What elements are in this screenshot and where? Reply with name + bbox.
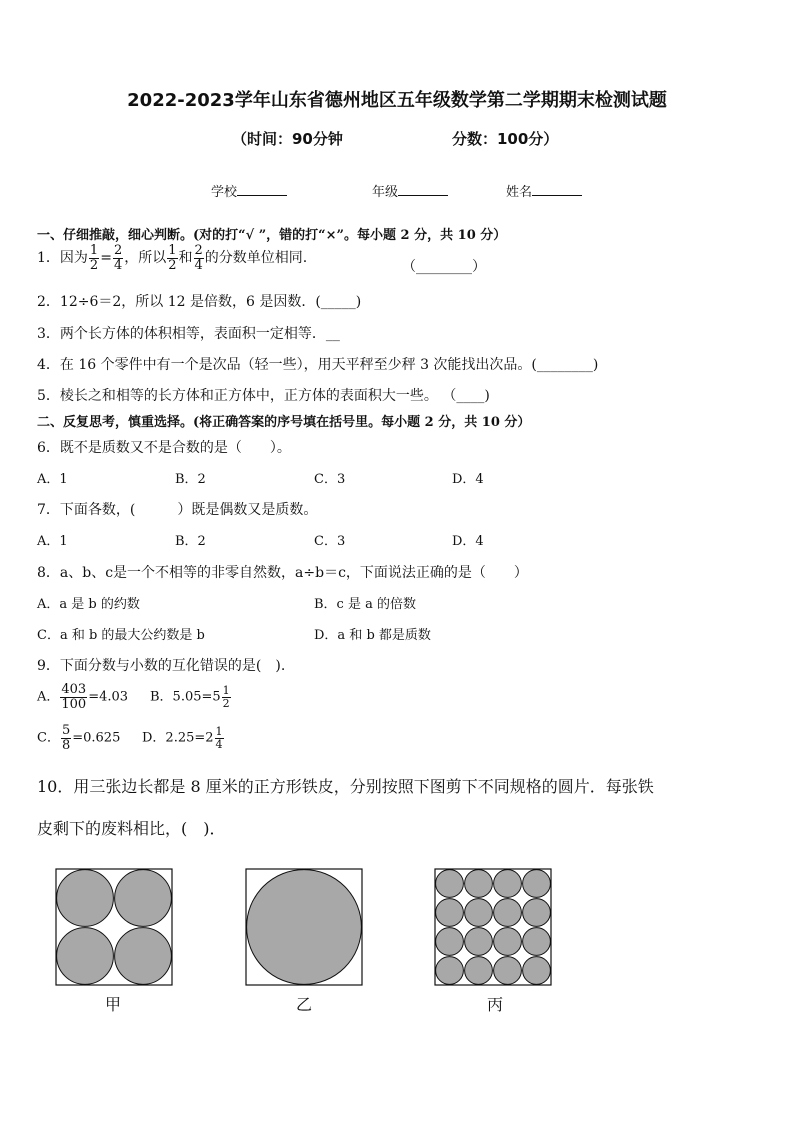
q9-c-rest: =0.625 (72, 730, 121, 746)
circle-disc (523, 870, 551, 898)
circle-disc (247, 870, 362, 985)
q1-text-1: 因为 (59, 250, 88, 267)
q9-d-den: 4 (215, 737, 223, 751)
q1-f4-den: 4 (194, 257, 203, 273)
q1-f1-den: 2 (89, 257, 99, 273)
q9-c-label: C． (37, 730, 60, 746)
circle-disc (57, 928, 114, 985)
circle-disc (523, 928, 551, 956)
q9-d-fraction (215, 726, 224, 750)
q6-option-d[interactable]: D．4 (452, 472, 484, 487)
figure-label-yi: 乙 (296, 995, 313, 1014)
circle-disc (436, 957, 464, 985)
circle-disc (436, 870, 464, 898)
school-label: 学校 (211, 185, 238, 200)
circle-disc (523, 899, 551, 927)
q9-option-c[interactable] (37, 724, 120, 752)
q9-c-den: 8 (61, 737, 71, 753)
question-2: 2．12÷6＝2，所以 12 是倍数，6 是因数．(_____) (37, 294, 362, 310)
q1-f2-den: 4 (113, 257, 123, 273)
circle-disc (465, 870, 493, 898)
circle-disc (465, 928, 493, 956)
q9-a-num: 403 (61, 682, 87, 697)
q8-option-c[interactable]: C．a 和 b 的最大公约数是 b (37, 628, 205, 643)
name-field[interactable] (506, 181, 582, 200)
circle-disc (523, 957, 551, 985)
q9-b-fraction (222, 685, 231, 709)
q7-option-b[interactable]: B．2 (175, 534, 206, 549)
q6-option-a[interactable]: A．1 (37, 472, 68, 487)
question-1 (37, 244, 307, 272)
section2-heading: 二、反复思考，慎重选择。(将正确答案的序号填在括号里。每小题 2 分，共 10 分） (37, 415, 531, 430)
q1-number: 1． (37, 250, 60, 267)
q9-a-label: A． (37, 689, 60, 705)
figure-jia (55, 868, 173, 986)
q9-a-fraction (60, 683, 87, 711)
question-9: 9．下面分数与小数的互化错误的是( ). (37, 658, 286, 674)
figure-bing (434, 868, 552, 986)
q9-c-fraction (61, 724, 71, 752)
circle-disc (494, 899, 522, 927)
q1-f3-num: 1 (168, 243, 177, 258)
q8-option-b[interactable]: B．c 是 a 的倍数 (314, 597, 416, 612)
q9-b-label: B．5.05=5 (150, 689, 221, 705)
q1-f1-num: 1 (89, 243, 99, 258)
question-5: 5．棱长之和相等的长方体和正方体中，正方体的表面积大一些。 （____) (37, 388, 490, 404)
q9-option-d[interactable] (142, 726, 225, 750)
q6-option-b[interactable]: B．2 (175, 472, 206, 487)
q9-option-a[interactable] (37, 683, 128, 711)
question-10-line-2: 皮剩下的废料相比，( )． (37, 819, 226, 838)
q1-text-2: ，所以 (124, 250, 167, 267)
figure-label-bing: 丙 (487, 995, 504, 1014)
circle-disc (494, 928, 522, 956)
q1-f4-num: 2 (194, 243, 203, 258)
grade-blank[interactable] (398, 183, 448, 196)
q9-a-rest: =4.03 (88, 689, 129, 705)
q9-a-den: 100 (61, 696, 87, 712)
q1-answer-blank[interactable]: （________） (402, 259, 486, 275)
q1-fraction-3 (167, 244, 177, 272)
exam-time: （时间：90分钟 (232, 130, 343, 148)
q8-option-a[interactable]: A．a 是 b 的约数 (37, 597, 140, 612)
circle-disc (494, 957, 522, 985)
q1-equals: = (100, 250, 112, 267)
q1-text-4: 的分数单位相同. (204, 250, 308, 267)
q9-b-den: 2 (222, 696, 230, 710)
question-6: 6．既不是质数又不是合数的是（ ）。 (37, 440, 291, 456)
grade-label: 年级 (372, 185, 399, 200)
circle-disc (465, 899, 493, 927)
q1-fraction-4 (194, 244, 204, 272)
page-title: 2022-2023学年山东省德州地区五年级数学第二学期期末检测试题 (127, 90, 667, 111)
section1-heading: 一、仔细推敲，细心判断。(对的打“√ ”，错的打“×”。每小题 2 分，共 10 分） (37, 228, 507, 243)
q1-fraction-1 (89, 244, 99, 272)
q6-option-c[interactable]: C．3 (314, 472, 346, 487)
question-3: 3．两个长方体的体积相等，表面积一定相等．__ (37, 326, 340, 342)
question-7: 7．下面各数，( ）既是偶数又是质数。 (37, 502, 318, 518)
q1-f2-num: 2 (113, 243, 123, 258)
q9-b-num: 1 (222, 684, 230, 697)
q9-d-num: 1 (215, 725, 223, 738)
circle-disc (57, 870, 114, 927)
school-field[interactable] (211, 181, 287, 200)
grade-field[interactable] (372, 181, 448, 200)
q9-d-label: D．2.25=2 (142, 730, 214, 746)
name-blank[interactable] (532, 183, 582, 196)
circle-disc (115, 928, 172, 985)
q8-option-d[interactable]: D．a 和 b 都是质数 (314, 628, 431, 643)
q7-option-d[interactable]: D．4 (452, 534, 484, 549)
circle-disc (115, 870, 172, 927)
exam-score: 分数：100分） (452, 130, 559, 148)
question-10-line-1: 10．用三张边长都是 8 厘米的正方形铁皮，分别按照下图剪下不同规格的圆片．每张铁 (37, 777, 654, 796)
figure-label-jia: 甲 (105, 995, 122, 1014)
school-blank[interactable] (237, 183, 287, 196)
question-4: 4．在 16 个零件中有一个是次品（轻一些），用天平秤至少秤 3 次能找出次品。(________) (37, 357, 599, 373)
circle-disc (465, 957, 493, 985)
q9-c-num: 5 (61, 723, 71, 738)
circle-disc (494, 870, 522, 898)
q7-option-a[interactable]: A．1 (37, 534, 68, 549)
circle-disc (436, 928, 464, 956)
figure-yi (245, 868, 363, 986)
q1-f3-den: 2 (168, 257, 177, 273)
q1-fraction-2 (113, 244, 123, 272)
q1-text-3: 和 (178, 250, 193, 267)
circle-disc (436, 899, 464, 927)
q7-option-c[interactable]: C．3 (314, 534, 346, 549)
question-8: 8．a、b、c是一个不相等的非零自然数，a÷b＝c，下面说法正确的是（ ） (37, 565, 528, 581)
q9-option-b[interactable] (150, 685, 232, 709)
name-label: 姓名 (506, 185, 533, 200)
